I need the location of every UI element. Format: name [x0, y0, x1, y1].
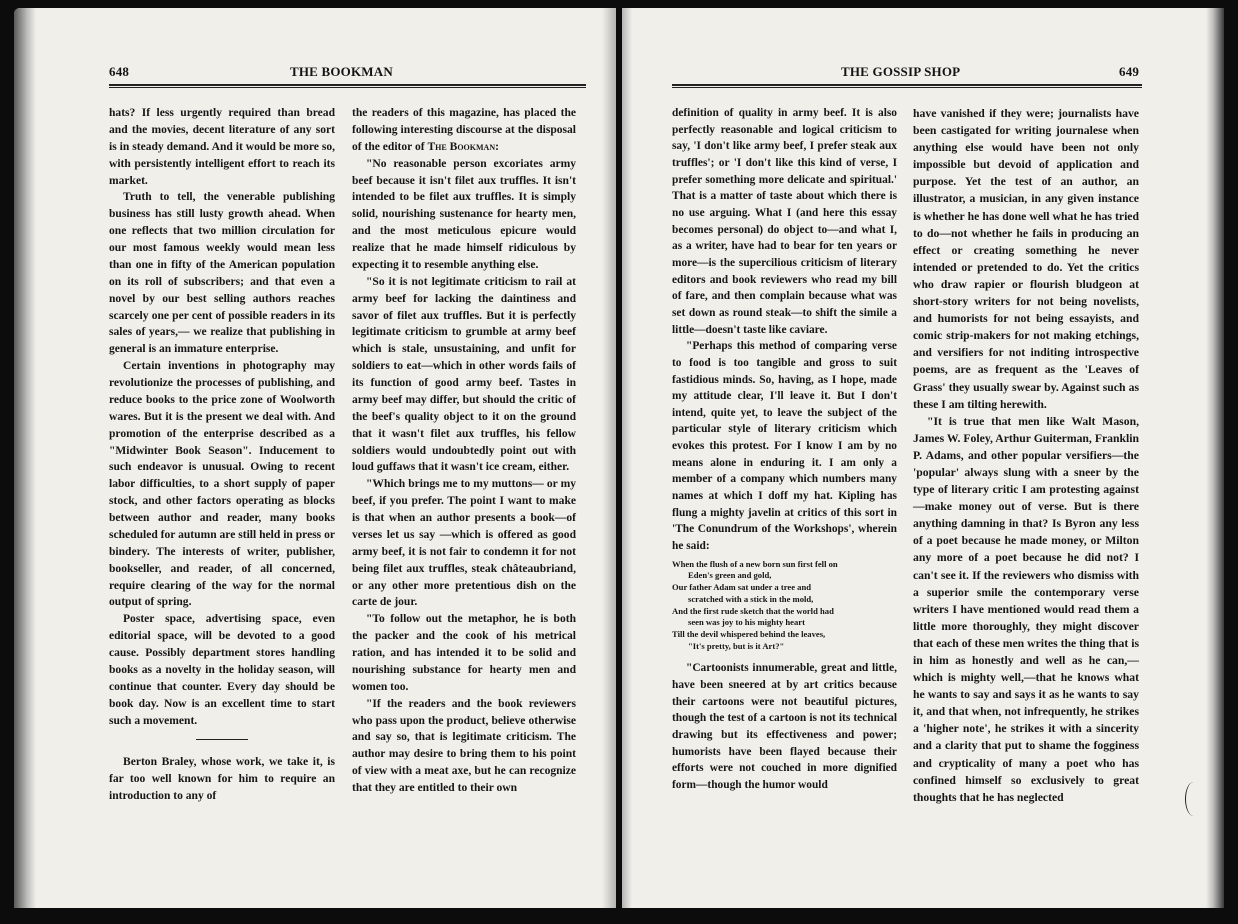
- paragraph: "If the readers and the book reviewers who pass upon the product, believe otherwise and say so, that is legitimate criticism. The author may desire to bring them to his point of view with a meat axe, but he can recognize that they are entitled to their own: [352, 697, 576, 794]
- paragraph: "Cartoonists innumerable, great and little, have been sneered at by art critics because their cartoons were not beautiful pictures, though the test of a cartoon is not its technical drawing but its effectiveness and power; humorists have been flayed because their efforts were not couched in more dignified form—though the humor would: [672, 662, 897, 791]
- poem-line: And the first rude sketch that the world had: [672, 605, 834, 616]
- poem-line: Till the devil whispered behind the leaves,: [672, 628, 826, 639]
- page-edge-shadow: [14, 8, 36, 908]
- paragraph: Certain inventions in photography may revolutionize the processes of publishing, and reduce books to the price zone of Woolworth wares. But it is the present we deal with. And promotion of the enterprise described as a "Midwinter Book Season". Inducement to such endeavor is unusual. Owing to recent labor difficulties, to a short supply of paper stock, and other factors operating as blocks between author and reader, many books scheduled for autumn are still held in press or bindery. The interests of writer, publisher, bookseller, and reader, of all concerned, require clearing of the way for the normal output of spring.: [109, 360, 335, 609]
- paragraph: "To follow out the metaphor, he is both the packer and the cook of his metrical ration, and has intended it to be solid and nourishing substance for hearty men and women too.: [352, 613, 576, 693]
- paragraph: "Which brings me to my muttons— or my beef, if you prefer. The point I want to make is that when an author presents a book—of verses let us say —which is offered as good army beef, it is not fair to condemn it for not being filet aux truffles, steak châteaubriand, or any other more pretentious dish on the carte de jour.: [352, 478, 576, 609]
- paragraph: "Perhaps this method of comparing verse to food is too tangible and gross to suit fastidious minds. So, having, as I hope, made my attitude clear, I'll leave it. But I don't intend, quite yet, to leave the subject of the particular style of literary criticism which evokes this protest. For I know I am by no means alone in enduring it. I am only a member of a company which numbers many names at which I doff my hat. Kipling has flung a mighty javelin at critics of this sort in 'The Conundrum of the Workshops', wherein he said:: [672, 340, 897, 553]
- paragraph: "It is true that men like Walt Mason, James W. Foley, Arthur Guiterman, Franklin P. Adams, and other popular versifiers—the 'popular' always slung with a sneer by the type of literary critic I am protesting against —make money out of verse. But is there anything damning in that? Is Byron any less of a poet because he made money, or Milton any more of a poet because he did not? I can't see it. If the reviewers who dismiss with a superior smile the contemporary verse writers I have mentioned would read them a little more thoroughly, they might discover that each of these men writes the thing that is in him as honestly and well as he can,—which is mighty well,—that he knows what he wants to say and says it as he wants to say it, and that when, not infrequently, he strikes a 'higher note', he strikes it with a sincerity and a clarity that put to shame the fogginess and crypticality of many a poet who has confined himself so exclusively to great thoughts that he has neglected: [913, 414, 1139, 804]
- paragraph: Berton Braley, whose work, we take it, is far too well known for him to require an introduction to any of: [109, 756, 335, 803]
- poem-quote: [672, 559, 897, 653]
- paragraph: Truth to tell, the venerable publishing business has still lusty growth ahead. When one reflects that two million circulation for our most famous weekly would mean less than one in fifty of the American population on its roll of subscribers; and that even a novel by our best selling authors reaches scarcely one per cent of possible readers in its sales of years,— we realize that publishing in general is an immature enterprise.: [109, 191, 335, 356]
- spine-shadow: [622, 8, 632, 908]
- paragraph: Poster space, advertising space, even editorial space, will be devoted to a good cause. Possibly department stores handling books as a novelty in the holiday season, will continue that counter. Every day should be book day. Now is an excellent time to start such a movement.: [109, 613, 335, 727]
- header-rule: [109, 84, 586, 88]
- paragraph: [352, 105, 576, 156]
- header-rule: [672, 84, 1142, 88]
- left-header: [14, 64, 616, 82]
- paragraph: definition of quality in army beef. It is also perfectly reasonable and logical criticism to say, 'I don't like army beef, I prefer steak aux truffles'; or 'I don't like this kind of verse, I prefer something more delicate and spiritual.' That is a matter of taste about which there is no use arguing. What I (and here this essay becomes personal) do object to—and what I, as a writer, have had to bear for ten years or more—is the supercilious criticism of literary editors and book reviewers who read my bill of fare, and then complain because what was set down as round steak—to shift the simile a little—doesn't taste like caviare.: [672, 107, 897, 336]
- poem-line: seen was joy to his mighty heart: [688, 617, 805, 628]
- paragraph-text: the readers of this magazine, has placed the following interesting discourse at the disposal of the editor of: [352, 107, 576, 153]
- magazine-name: The Bookman: [427, 140, 496, 153]
- right-column-2: [913, 105, 1139, 806]
- page-edge-shadow: [1206, 8, 1224, 908]
- poem-line: scratched with a stick in the mold,: [688, 593, 814, 604]
- left-page: [14, 8, 616, 908]
- paragraph: "No reasonable person excoriates army beef because it isn't filet aux truffles. It isn't intended to be filet aux truffles. It is simply solid, nourishing sustenance for hearty men, and the most meticulous epicure would realize that he made himself ridiculous by expecting it to resemble anything else.: [352, 157, 576, 271]
- spine-shadow: [602, 8, 616, 908]
- running-head: THE BOOKMAN: [290, 64, 393, 79]
- poem-line: "It's pretty, but is it Art?": [688, 640, 785, 651]
- right-header: [622, 64, 1224, 82]
- margin-bracket-mark: [1185, 782, 1202, 816]
- poem-line: Our father Adam sat under a tree and: [672, 582, 812, 593]
- poem-line: When the flush of a new born sun first fell on: [672, 558, 838, 569]
- section-separator: [196, 739, 248, 740]
- punctuation: :: [495, 140, 499, 153]
- page-number: 648: [109, 64, 130, 79]
- right-page: [622, 8, 1224, 908]
- poem-line: Eden's green and gold,: [688, 570, 772, 581]
- left-column-2: [352, 105, 576, 797]
- running-head: THE GOSSIP SHOP: [841, 64, 961, 79]
- paragraph: have vanished if they were; journalists have been castigated for writing journalese when anything else would have been not only impossible but devoid of application and purpose. Yet the test of an author, an illustrator, a musician, in any given instance is whether he has done well what he has tried to do—not whether he fails in producing an effect or creating something he never intended or pretended to do. Yet the critics who draw rapier or flourish bludgeon at short-story writers for not being novelists, and humorists for not being essayists, and comic strip-makers for not making etchings, and versifiers for not inditing introspective poems, are as frequent as the 'Leaves of Grass' they usually swear by. Against such as these I am tilting herewith.: [913, 107, 1139, 411]
- left-column-1: [109, 105, 335, 805]
- paragraph: hats? If less urgently required than bread and the movies, decent literature of any sort is in steady demand. And it would be more so, with persistently intelligent effort to reach its market.: [109, 107, 335, 187]
- paragraph: "So it is not legitimate criticism to rail at army beef for lacking the daintiness and savor of filet aux truffles. But it is perfectly legitimate criticism to grumble at army beef which is stale, unsustaining, and unfit for soldiers to eat—which in other words fails of its function of good army beef. Tastes in army beef may differ, but should the critic of the beef's quality object to it on the ground that it wasn't filet aux truffles, his fellow soldiers would undoubtedly point out with loud guffaws that it wasn't ice cream, either.: [352, 275, 576, 474]
- right-column-1: [672, 105, 897, 794]
- page-number: 649: [1119, 64, 1140, 79]
